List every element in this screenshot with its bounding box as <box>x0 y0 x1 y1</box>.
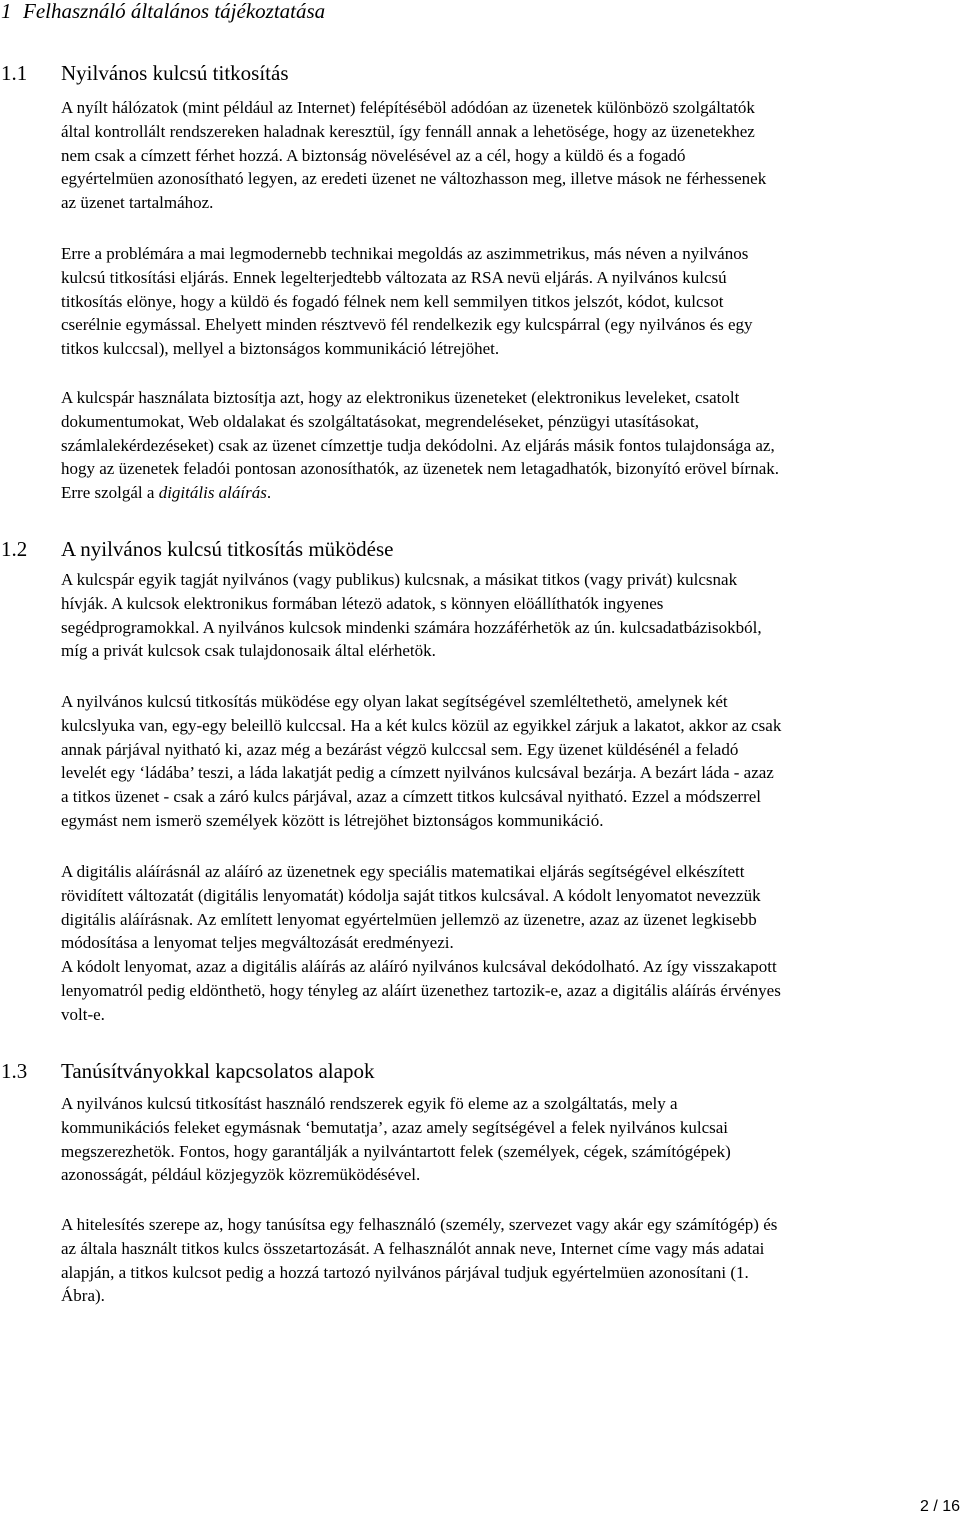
paragraph <box>61 386 960 505</box>
paragraph: A nyilvános kulcsú titkosítást használó rendszerek egyik fö eleme az a szolgáltatás, mely a kommunikációs feleket egymásnak ‘bemutatja’, azaz amely segítségével a felek nyilvános kulcsai megszerezhetök. Fontos, hogy garantálják a nyilvántartott felek (személyek, cégek, számítógépek) azonosságát, például közjegyzök közremüködésével. <box>61 1094 731 1185</box>
emphasized-term: digitális aláírás <box>158 483 267 503</box>
paragraph: A hitelesítés szerepe az, hogy tanúsítsa egy felhasználó (személy, szervezet vagy akár egy számítógép) és az általa használt titkos kulcs összetartozását. A felhasználót annak neve, Internet címe vagy más adatai alapján, a titkos kulcsot pedig a hozzá tartozó nyilvános párjával tudjuk egyértelmüen azonosítani (1. Ábra). <box>61 1215 778 1306</box>
section-title: Nyilvános kulcsú titkosítás <box>61 61 289 85</box>
section-title: A nyilvános kulcsú titkosítás müködése <box>61 537 394 561</box>
section-number: 1.3 <box>1 1059 28 1083</box>
section-number: 1.1 <box>1 61 28 85</box>
paragraph-text: A kulcspár használata biztosítja azt, hogy az elektronikus üzeneteket (elektronikus leveleket, csatolt dokumentumokat, Web oldalakat és szolgáltatásokat, megrendeléseket, pénzügyi utasításokat, számlalekérdezéseket) csak az üzenet címzettje tudja dekódolni. Az eljárás másik fontos tulajdonsága az, hogy az üzenetek feladói pontosan azonosíthatók, az üzenetek nem letagadhatók, bizonyító erövel bírnak. Erre szolgál a <box>61 388 779 503</box>
paragraph: A nyilvános kulcsú titkosítás müködése egy olyan lakat segítségével szemléltethetö, amelynek két kulcslyuka van, egy-egy beleillö kulccsal. Ha a két kulcs közül az egyikkel zárjuk a lakatot, akkor az csak annak párjával nyitható ki, azaz még a bezárást végzö kulccsal sem. Egy üzenet küldésénél a feladó levelét egy ‘ládába’ teszi, a láda lakatját pedig a címzett nyilvános kulcsával bezárja. A bezárt láda - azaz a titkos üzenet - csak a záró kulcs párjával, azaz a címzett titkos kulcsával nyitható. Ezzel a módszerrel egymást nem ismerö személyek között is létrejöhet biztonságos kommunikáció. <box>61 692 782 830</box>
paragraph: Erre a problémára a mai legmodernebb technikai megoldás az aszimmetrikus, más néven a nyilvános kulcsú titkosítási eljárás. Ennek legelterjedtebb változata az RSA nevü eljárás. A nyilvános kulcsú titkosítás elönye, hogy a küldö és fogadó félnek nem kell semmilyen titkos jelszót, kódot, kulcsot cserélnie egymással. Ehelyett minden résztvevö fél rendelkezik egy kulcspárral (egy nyilvános és egy titkos kulccsal), mellyel a biztonságos kommunikáció létrejöhet. <box>61 244 753 359</box>
paragraph-text-tail: . <box>266 483 272 503</box>
section-heading-1-2 <box>1 535 393 563</box>
page-indicator: 2 / 16 <box>919 1498 960 1515</box>
section-title: Tanúsítványokkal kapcsolatos alapok <box>61 1059 375 1083</box>
paragraph: A nyílt hálózatok (mint például az Internet) felépítéséböl adódóan az üzenetek különbözö szolgáltatók által kontrollált rendszereken haladnak keresztül, így fennáll annak a lehetösége, hogy az üzenetekhez nem csak a címzett férhet hozzá. A biztonság növelésével az a cél, hogy a küldö és a fogadó egyértelmüen azonosítható legyen, az eredeti üzenet ne változhasson meg, illetve mások ne férhessenek az üzenet tartalmához. <box>61 98 767 213</box>
section-heading-1-3 <box>1 1057 374 1085</box>
chapter-number: 1 <box>1 0 12 23</box>
section-number: 1.2 <box>1 537 28 561</box>
paragraph: A digitális aláírásnál az aláíró az üzenetnek egy speciális matematikai eljárás segítségével elkészített rövidített változatát (digitális lenyomatát) kódolja saját titkos kulcsával. A kódolt lenyomatot nevezzük digitális aláírásnak. Az említett lenyomat egyértelmüen jellemzö az üzenetre, azaz az üzenet legkisebb módosítása a lenyomat teljes megváltozását eredményezi. A kódolt lenyomat, azaz a digitális aláírás az aláíró nyilvános kulcsával dekódolható. Az így visszakapott lenyomatról pedig eldönthetö, hogy tényleg az aláírt üzenethez tartozik-e, azaz a digitális aláírás érvényes volt-e. <box>61 862 781 1024</box>
chapter-heading <box>1 0 325 26</box>
paragraph: A kulcspár egyik tagját nyilvános (vagy publikus) kulcsnak, a másikat titkos (vagy privát) kulcsnak hívják. A kulcsok elektronikus formában létezö adatok, s könnyen elöállíthatók ingyenes segédprogramokkal. A nyilvános kulcsok mindenki számára hozzáférhetök az ún. kulcsadatbázisokból, míg a privát kulcsok csak tulajdonosaik által elérhetök. <box>61 570 762 661</box>
section-heading-1-1 <box>1 59 289 87</box>
chapter-title: Felhasználó általános tájékoztatása <box>23 0 326 23</box>
